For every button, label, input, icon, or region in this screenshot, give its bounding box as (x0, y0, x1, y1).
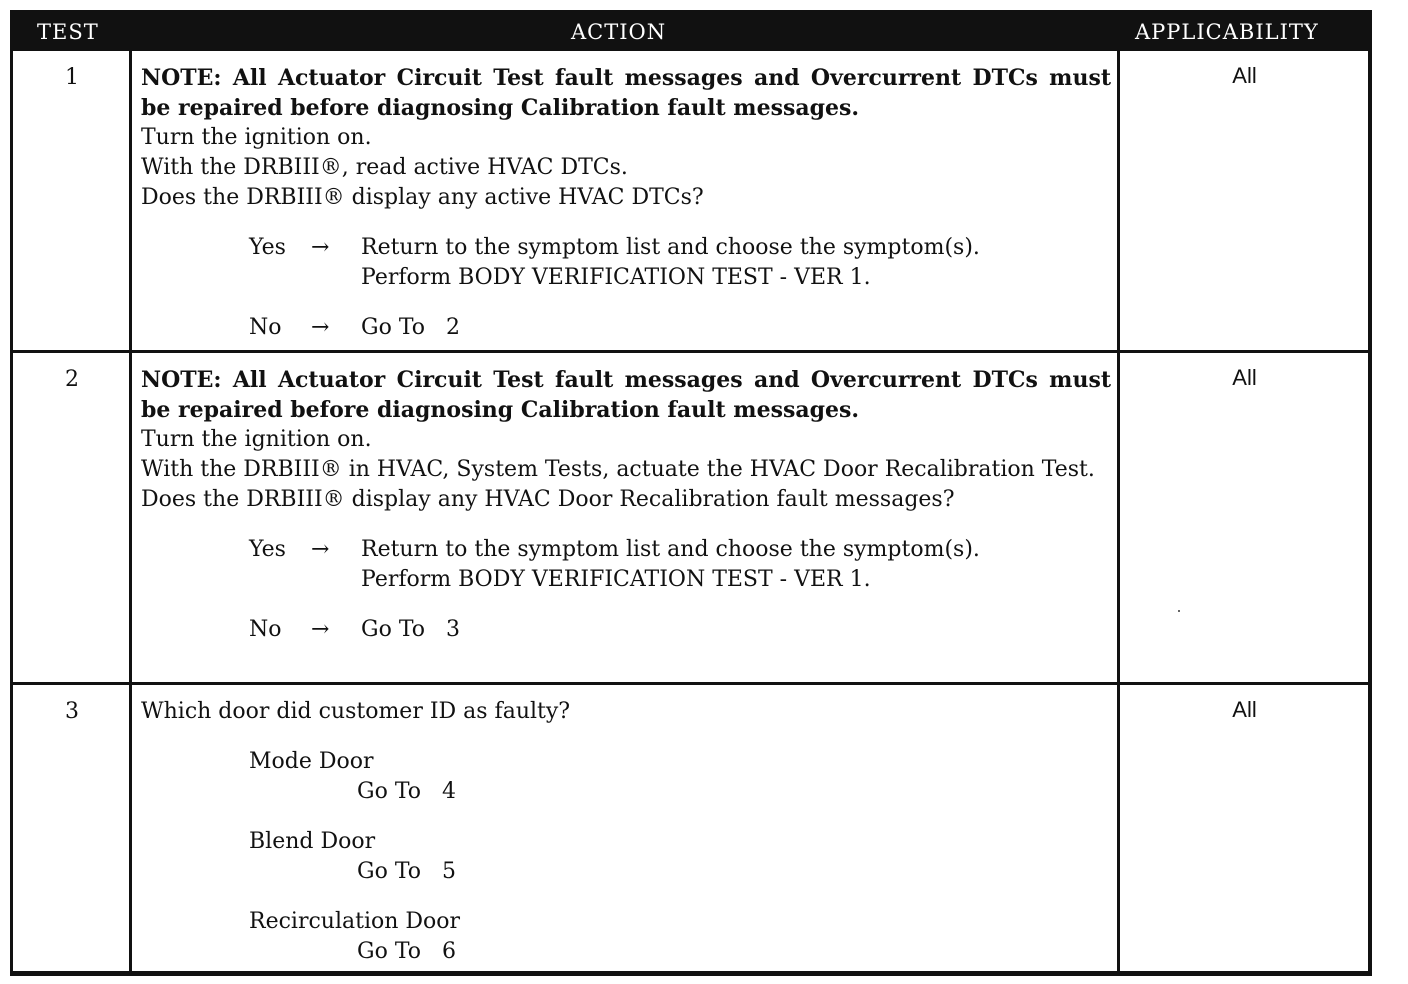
note-text: NOTE: All Actuator Circuit Test fault messages and Overcurrent DTCs must be repaired before diagnosing Calibration fault messages. (141, 367, 1111, 423)
table-row (13, 685, 1368, 971)
table-row (13, 353, 1368, 682)
step-text: With the DRBIII®, read active HVAC DTCs. (141, 155, 628, 180)
step-text: Turn the ignition on. (141, 125, 372, 150)
test-number: 1 (65, 65, 79, 90)
option-goto: Go To 4 (357, 779, 456, 804)
table-row (13, 51, 1368, 350)
option-mode-door: Mode Door (249, 749, 374, 774)
applicability-value: All (1232, 365, 1257, 390)
applicability-value: All (1232, 63, 1257, 88)
step-text: Turn the ignition on. (141, 427, 372, 452)
no-response (249, 313, 1111, 343)
arrow-icon: → (311, 315, 330, 340)
question-text: Does the DRBIII® display any active HVAC DTCs? (141, 185, 704, 210)
diagnostic-table (10, 10, 1372, 976)
option-goto: Go To 6 (357, 939, 456, 964)
no-label: No (249, 315, 282, 340)
header-test: TEST (37, 20, 99, 44)
test-number: 3 (65, 699, 79, 724)
yes-text: Return to the symptom list and choose the symptom(s). (361, 235, 980, 260)
option-goto: Go To 5 (357, 859, 456, 884)
no-response (249, 615, 1111, 645)
arrow-icon: → (311, 537, 330, 562)
scan-speck (1178, 610, 1180, 612)
question-text: Which door did customer ID as faulty? (141, 699, 571, 724)
action-cell (141, 63, 1111, 343)
yes-label: Yes (249, 235, 286, 260)
option-blend-door: Blend Door (249, 829, 376, 854)
no-goto: Go To 2 (361, 315, 460, 340)
arrow-icon: → (311, 235, 330, 260)
arrow-icon: → (311, 617, 330, 642)
step-text: With the DRBIII® in HVAC, System Tests, actuate the HVAC Door Recalibration Test. (141, 457, 1095, 482)
table-header (13, 13, 1368, 51)
yes-text: Return to the symptom list and choose the symptom(s). (361, 537, 980, 562)
question-text: Does the DRBIII® display any HVAC Door Recalibration fault messages? (141, 487, 955, 512)
no-label: No (249, 617, 282, 642)
action-cell (141, 697, 1111, 967)
header-action: ACTION (571, 20, 667, 44)
test-number: 2 (65, 367, 79, 392)
option-recirculation-door: Recirculation Door (249, 909, 461, 934)
yes-label: Yes (249, 537, 286, 562)
action-cell (141, 365, 1111, 645)
yes-response (249, 535, 1111, 565)
yes-response (249, 233, 1111, 263)
no-goto: Go To 3 (361, 617, 460, 642)
note-text: NOTE: All Actuator Circuit Test fault messages and Overcurrent DTCs must be repaired before diagnosing Calibration fault messages. (141, 65, 1111, 121)
header-applicability: APPLICABILITY (1135, 20, 1319, 44)
yes-text-continued: Perform BODY VERIFICATION TEST - VER 1. (361, 567, 871, 592)
applicability-value: All (1232, 697, 1257, 722)
yes-text-continued: Perform BODY VERIFICATION TEST - VER 1. (361, 265, 871, 290)
